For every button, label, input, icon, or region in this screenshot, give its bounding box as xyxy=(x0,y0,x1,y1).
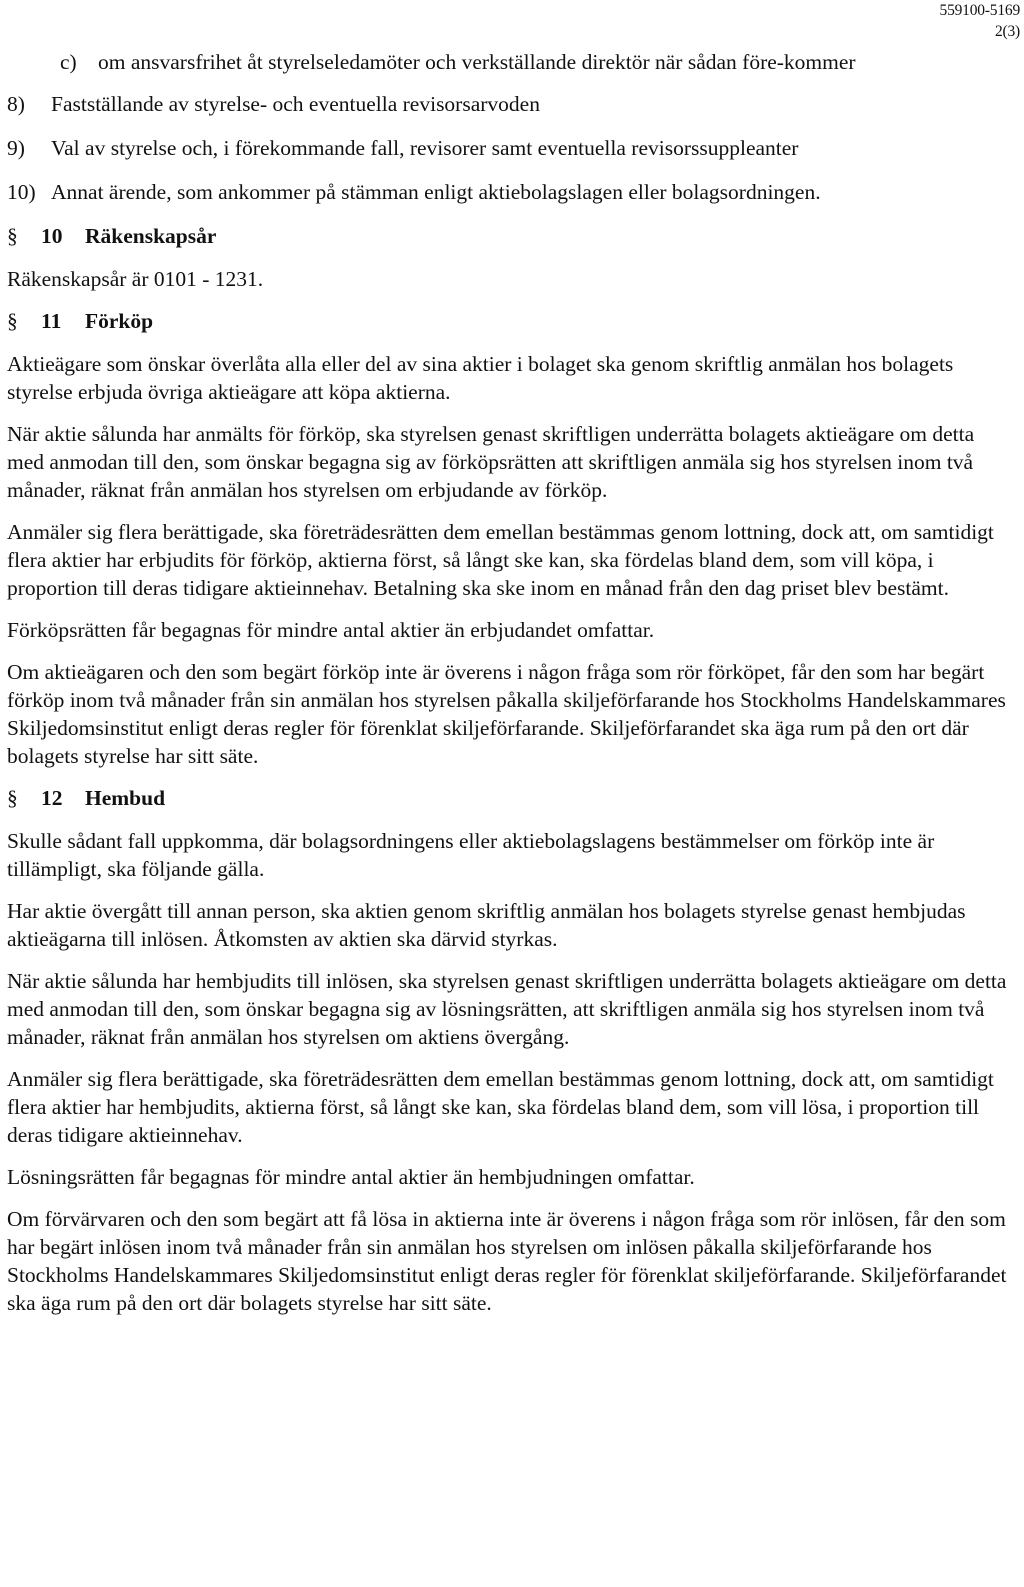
list-item-c xyxy=(60,48,960,76)
section-title: Hembud xyxy=(85,786,166,810)
list-marker: 8) xyxy=(7,92,25,116)
section-symbol: § xyxy=(7,224,18,248)
paragraph: Har aktie övergått till annan person, ska aktien genom skriftlig anmälan hos bolagets styrelse genast hembjudas aktieägarna till inlösen. Åtkomsten av aktien ska därvid styrkas. xyxy=(7,899,966,951)
list-item-text: Fastställande av styrelse- och eventuella revisorsarvoden xyxy=(51,92,540,116)
section-symbol: § xyxy=(7,786,18,810)
list-marker: 10) xyxy=(7,180,36,204)
paragraph: Om aktieägaren och den som begärt förköp inte är överens i någon fråga som rör förköpet, får den som har begärt förköp inom två månader från sin anmälan hos styrelsen påkalla skiljeförfarande hos Stockholms Handelskammares Skiljedomsinstitut enligt deras regler för förenklat skiljeförfarande. Skiljeförfarandet ska äga rum på den ort där bolagets styrelse har sitt säte. xyxy=(7,660,1006,768)
section-symbol: § xyxy=(7,309,18,333)
list-item-9 xyxy=(7,134,1007,162)
list-marker: c) xyxy=(60,50,77,74)
paragraph: Anmäler sig flera berättigade, ska företrädesrätten dem emellan bestämmas genom lottning, dock att, om samtidigt flera aktier har hembjudits, aktierna först, så långt ske kan, ska fördelas bland dem, som vill lösa, i proportion till deras tidigare aktieinnehav. xyxy=(7,1067,994,1147)
paragraph: När aktie sålunda har hembjudits till inlösen, ska styrelsen genast skriftligen underrätta bolagets aktieägare om detta med anmodan till den, som önskar begagna sig av lösningsrätten, att skriftligen anmäla sig hos styrelsen inom två månader, räknat från anmälan hos styrelsen om aktiens övergång. xyxy=(7,969,1007,1049)
section-title: Förköp xyxy=(85,309,154,333)
list-item-10 xyxy=(7,178,1007,206)
section-number: 12 xyxy=(41,786,63,810)
section-heading-10 xyxy=(7,222,1007,250)
page-number: 2(3) xyxy=(994,23,1020,40)
section-title: Räkenskapsår xyxy=(85,224,217,248)
paragraph: Räkenskapsår är 0101 - 1231. xyxy=(7,267,264,291)
section-number: 10 xyxy=(41,224,63,248)
section-number: 11 xyxy=(41,309,62,333)
paragraph: Aktieägare som önskar överlåta alla eller del av sina aktier i bolaget ska genom skriftlig anmälan hos bolagets styrelse erbjuda övriga aktieägare att köpa aktierna. xyxy=(7,352,954,404)
paragraph: Lösningsrätten får begagnas för mindre antal aktier än hembjudningen omfattar. xyxy=(7,1165,695,1189)
list-item-text: Val av styrelse och, i förekommande fall, revisorer samt eventuella revisorssuppleanter xyxy=(51,136,799,160)
list-item-8 xyxy=(7,90,1007,118)
paragraph: Anmäler sig flera berättigade, ska företrädesrätten dem emellan bestämmas genom lottning, dock att, om samtidigt flera aktier har erbjudits för förköp, aktierna först, så långt ske kan, ska fördelas bland dem, som vill köpa, i proportion till deras tidigare aktieinnehav. Betalning ska ske inom en månad från den dag priset blev bestämt. xyxy=(7,520,994,600)
list-marker: 9) xyxy=(7,136,25,160)
page-header xyxy=(940,0,1020,42)
list-item-text: Annat ärende, som ankommer på stämman enligt aktiebolagslagen eller bolagsordningen. xyxy=(51,180,821,204)
paragraph: När aktie sålunda har anmälts för förköp, ska styrelsen genast skriftligen underrätta bolagets aktieägare om detta med anmodan till den, som önskar begagna sig av förköpsrätten att skriftligen anmäla sig hos styrelsen inom två månader, räknat från anmälan hos styrelsen om erbjudande av förköp. xyxy=(7,422,975,502)
document-body xyxy=(7,48,1007,1331)
list-item-text: om ansvarsfrihet åt styrelseledamöter och verkställande direktör när sådan före-kommer xyxy=(98,50,856,74)
section-heading-12 xyxy=(7,784,1007,812)
paragraph: Om förvärvaren och den som begärt att få lösa in aktierna inte är överens i någon fråga som rör inlösen, får den som har begärt inlösen inom två månader från sin anmälan hos styrelsen om inlösen påkalla skiljeförfarande hos Stockholms Handelskammares Skiljedomsinstitut enligt deras regler för förenklat skiljeförfarande. Skiljeförfarandet ska äga rum på den ort där bolagets styrelse har sitt säte. xyxy=(7,1207,1007,1315)
paragraph: Skulle sådant fall uppkomma, där bolagsordningens eller aktiebolagslagens bestämmelser om förköp inte är tillämpligt, ska följande gälla. xyxy=(7,829,935,881)
paragraph: Förköpsrätten får begagnas för mindre antal aktier än erbjudandet omfattar. xyxy=(7,618,655,642)
section-heading-11 xyxy=(7,307,1007,335)
document-number: 559100-5169 xyxy=(939,2,1020,19)
